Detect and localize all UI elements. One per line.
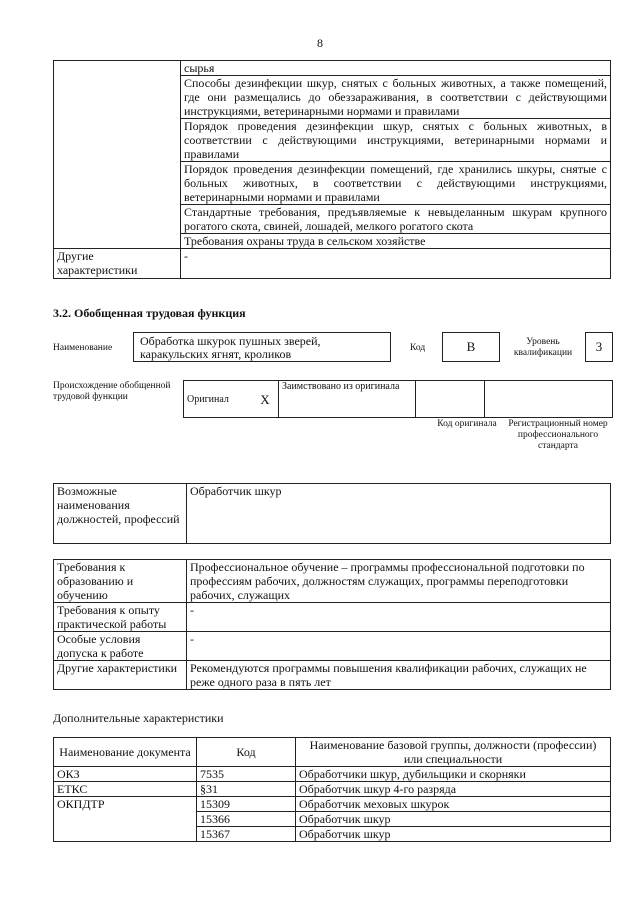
borrowed-label: Заимствовано из оригинала: [279, 381, 416, 418]
table-row: [54, 767, 611, 782]
table-row: [54, 782, 611, 797]
origin-code-cell: [416, 381, 485, 418]
name-cell: Обработчик шкур: [296, 827, 611, 842]
code-original-caption: Код оригинала: [437, 419, 497, 429]
empty-label-cell: [54, 61, 181, 249]
header-document: Наименование документа: [54, 738, 197, 767]
registration-number-caption: Регистрационный номер профессионального стандарта: [508, 419, 608, 451]
table-row: [54, 603, 611, 632]
knowledge-cell: Способы дезинфекции шкур, снятых с больных животных, а также помещений, где они размещались до обеззараживания, в соответствии с действующими инструкциями, ветеринарными нормами и правилами: [181, 76, 611, 119]
additional-characteristics-title: Дополнительные характеристики: [53, 711, 224, 725]
other-characteristics-value: -: [181, 249, 611, 279]
table-row: [54, 661, 611, 690]
original-label: Оригинал: [184, 381, 253, 418]
table-row: [54, 249, 611, 279]
other-characteristics-label: Другие характеристики: [54, 249, 181, 279]
table-row: [54, 797, 611, 812]
name-cell: Обработчик меховых шкурок: [296, 797, 611, 812]
doc-cell: ОКПДТР: [54, 797, 197, 842]
knowledge-cell: Требования охраны труда в сельском хозяйстве: [181, 234, 611, 249]
requirement-value: -: [187, 632, 611, 661]
level-value-box: 3: [585, 332, 613, 362]
table-row: [54, 560, 611, 603]
positions-value: Обработчик шкур: [187, 484, 611, 544]
header-name: Наименование базовой группы, должности (профессии) или специальности: [296, 738, 611, 767]
knowledge-cell: сырья: [181, 61, 611, 76]
table-row: [54, 61, 611, 76]
code-value-box: B: [442, 332, 500, 362]
table-header-row: [54, 738, 611, 767]
requirement-label: Другие характеристики: [54, 661, 187, 690]
requirement-value: Рекомендуются программы повышения квалификации рабочих, служащих не реже одного раза в пять лет: [187, 661, 611, 690]
requirement-value: Профессиональное обучение – программы профессиональной подготовки по профессиям рабочих, должностям служащих, программы переподготовки рабочих, служащих: [187, 560, 611, 603]
header-code: Код: [197, 738, 296, 767]
requirement-label: Требования к опыту практической работы: [54, 603, 187, 632]
code-label: Код: [410, 343, 426, 353]
registration-number-cell: [485, 381, 613, 418]
knowledge-table: [53, 60, 611, 279]
name-label: Наименование: [53, 343, 113, 353]
additional-table: [53, 737, 611, 842]
requirement-label: Особые условия допуска к работе: [54, 632, 187, 661]
code-cell: 15366: [197, 812, 296, 827]
requirement-value: -: [187, 603, 611, 632]
original-mark: X: [252, 381, 279, 418]
function-name-box: Обработка шкурок пушных зверей, каракульских ягнят, кроликов: [133, 332, 391, 362]
knowledge-cell: Порядок проведения дезинфекции помещений, где хранились шкуры, снятые с больных животных, в соответствии с действующими инструкциями, ветеринарными нормами и правилами: [181, 162, 611, 205]
table-row: [54, 484, 611, 544]
code-cell: 7535: [197, 767, 296, 782]
section-title: 3.2. Обобщенная трудовая функция: [53, 306, 246, 320]
positions-table: [53, 483, 611, 544]
code-cell: §31: [197, 782, 296, 797]
name-cell: Обработчики шкур, дубильщики и скорняки: [296, 767, 611, 782]
name-cell: Обработчик шкур: [296, 812, 611, 827]
origin-table: [183, 380, 613, 418]
doc-cell: ЕТКС: [54, 782, 197, 797]
name-cell: Обработчик шкур 4-го разряда: [296, 782, 611, 797]
code-cell: 15309: [197, 797, 296, 812]
level-label: Уровень квалификации: [513, 337, 573, 358]
knowledge-cell: Порядок проведения дезинфекции шкур, снятых с больных животных, в соответствии с действующими инструкциями, ветеринарными нормами и правилами: [181, 119, 611, 162]
positions-label: Возможные наименования должностей, профессий: [54, 484, 187, 544]
code-cell: 15367: [197, 827, 296, 842]
requirement-label: Требования к образованию и обучению: [54, 560, 187, 603]
origin-label: Происхождение обобщенной трудовой функции: [53, 381, 171, 402]
knowledge-cell: Стандартные требования, предъявляемые к невыделанным шкурам крупного рогатого скота, свиней, лошадей, мелкого рогатого скота: [181, 205, 611, 234]
doc-cell: ОКЗ: [54, 767, 197, 782]
requirements-table: [53, 559, 611, 690]
table-row: [54, 632, 611, 661]
page-number: 8: [317, 36, 323, 50]
